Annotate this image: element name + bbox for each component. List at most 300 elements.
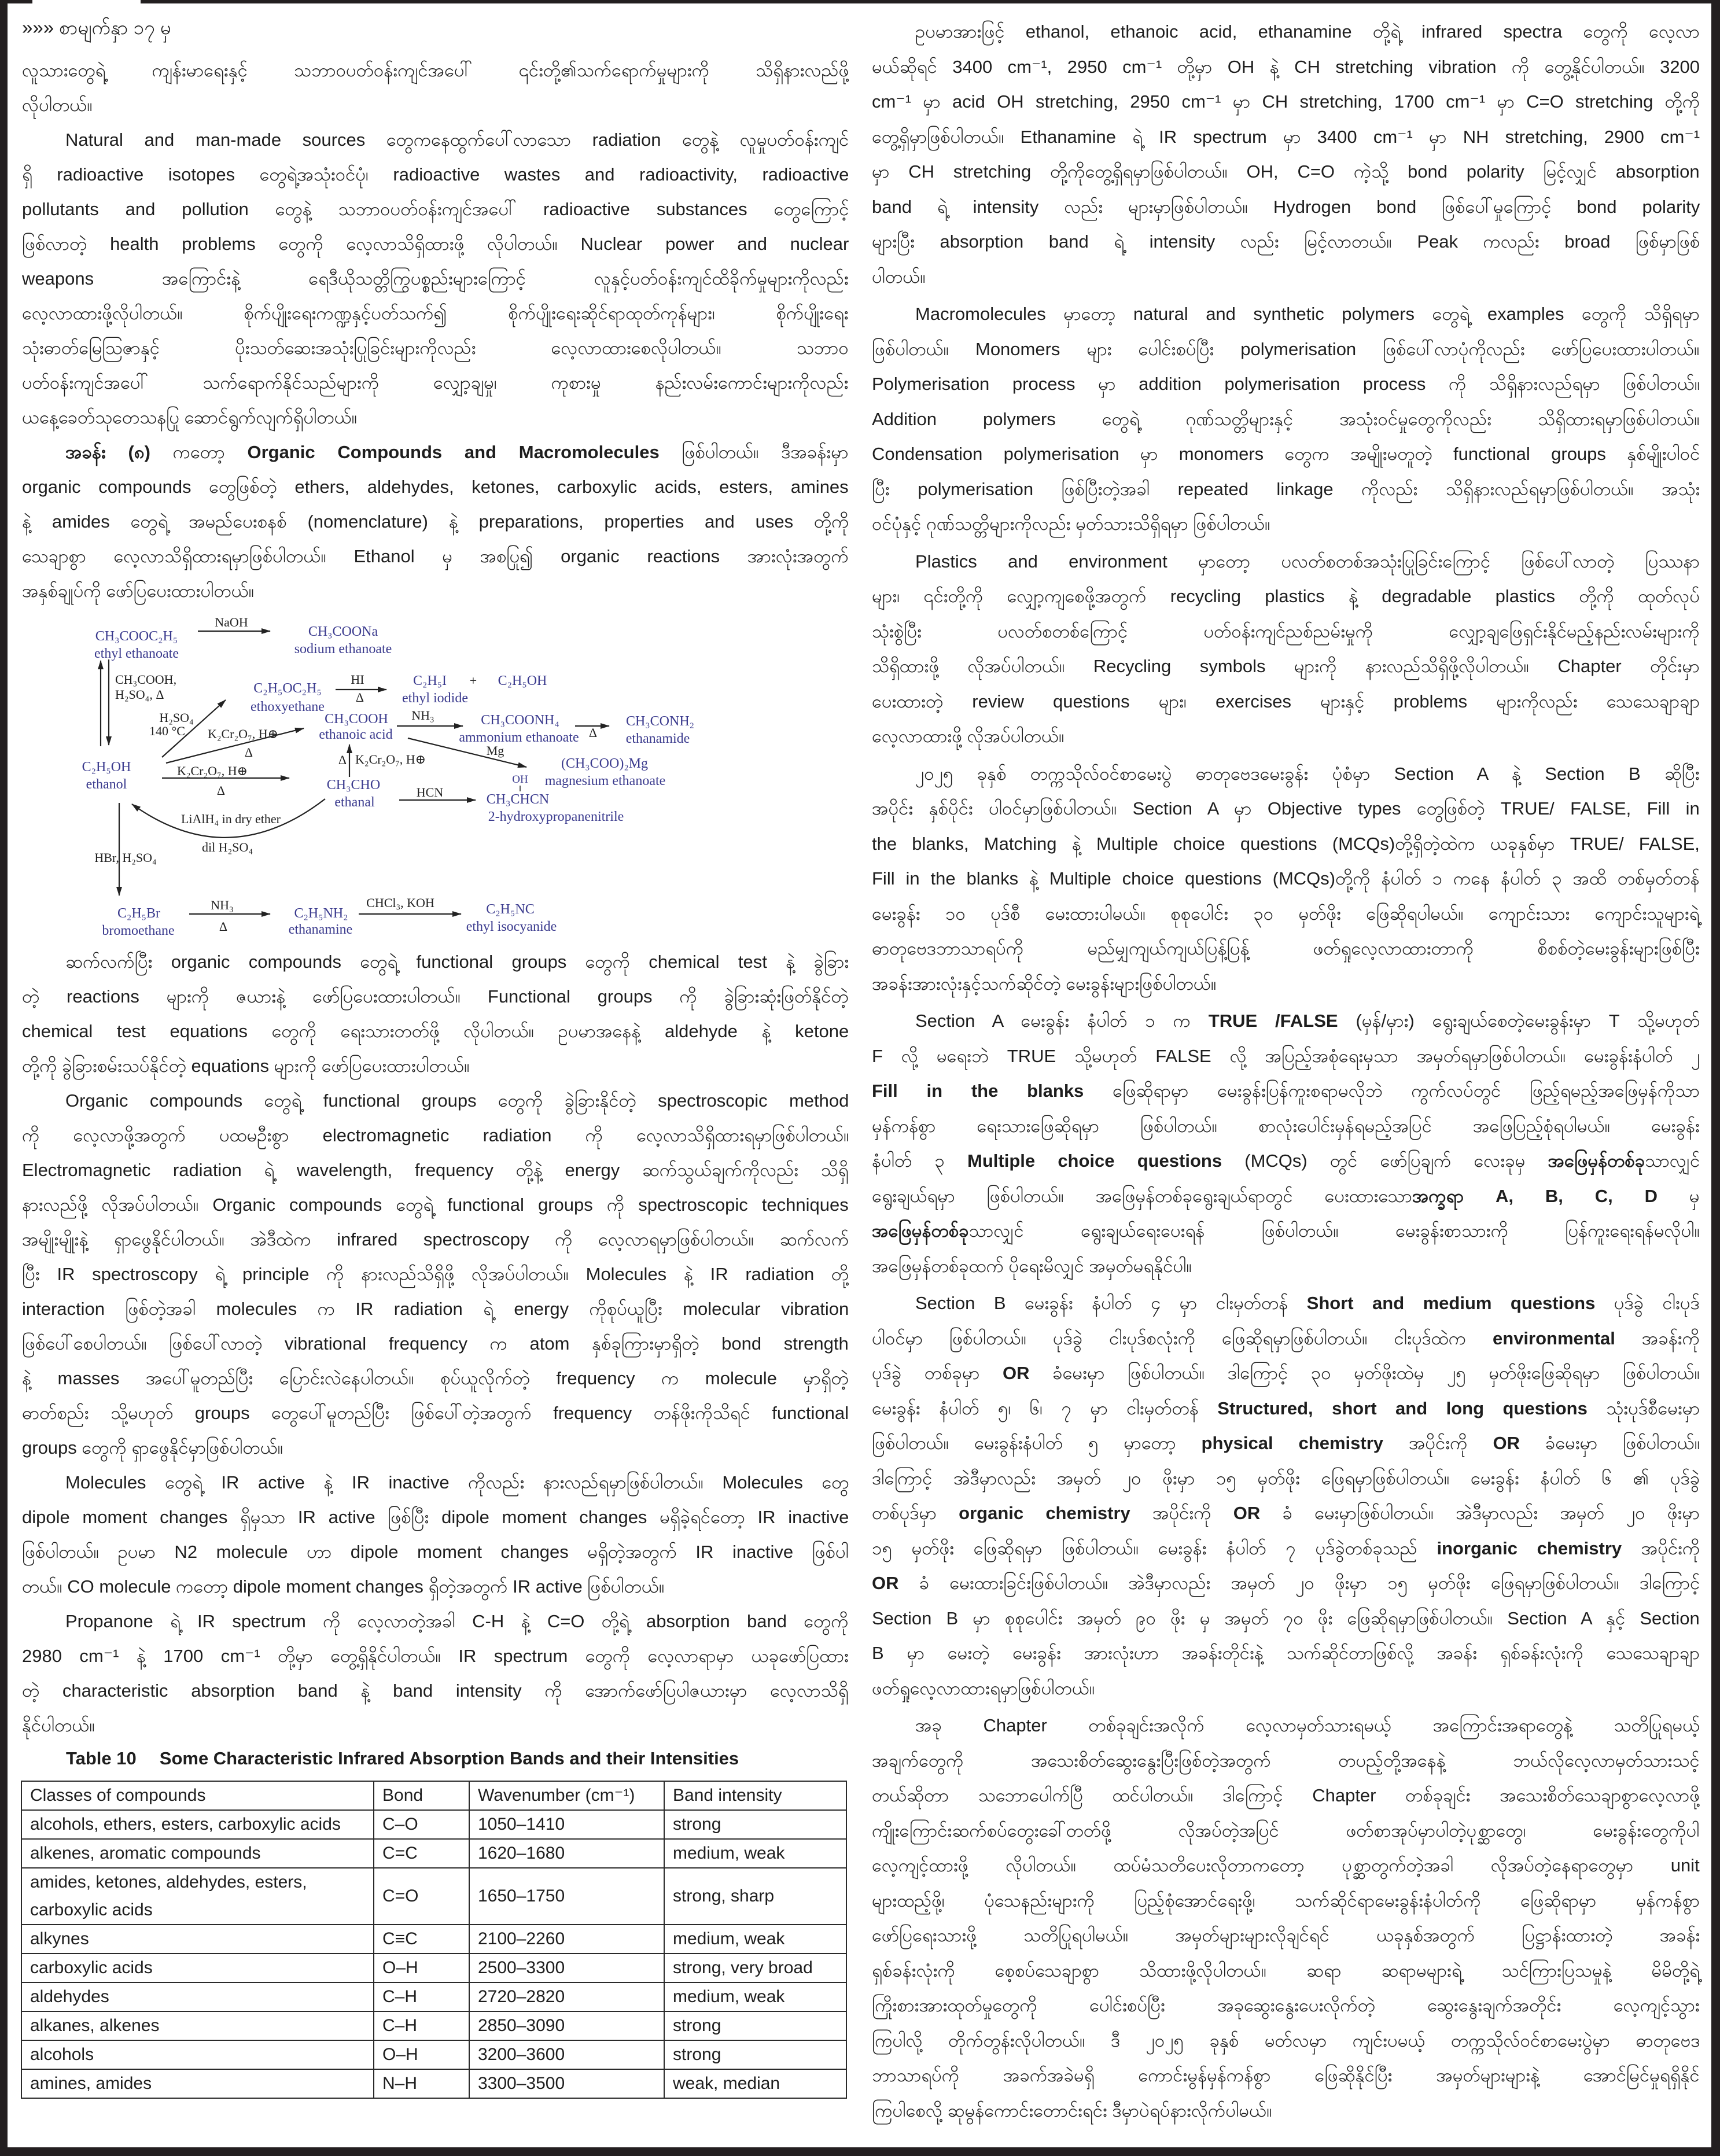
text-line	[22, 1257, 849, 1292]
text-line	[872, 2024, 1700, 2059]
paragraph	[22, 435, 849, 609]
text-line	[22, 504, 849, 539]
line-text	[872, 1391, 1700, 1427]
text-line	[872, 1144, 1700, 1179]
line-text: မေးခွန်း ၁၀ ပုဒ်စီ မေးထားပါမယ်။ စုစုပေါင်း ၃၀ မှတ်ဖိုး ဖြေဆိုရပါမယ်။ ကျောင်းသား ကျောင်းသူများရဲ့	[872, 903, 1700, 924]
text-line	[872, 472, 1700, 507]
line-text	[872, 1321, 1700, 1357]
bold-text: Structured, short and long questions	[1217, 1398, 1588, 1418]
text-line	[22, 1188, 849, 1222]
text-line	[872, 154, 1700, 190]
text-run: မှ	[1658, 1185, 1700, 1206]
text-line	[22, 1569, 849, 1604]
text-line	[22, 1326, 849, 1361]
line-text: တဲ့ reactions များကို ဇယားနဲ့ ဖော်ပြပေးထားပါတယ်။ Functional groups ကို ခွဲခြားဆုံးဖြတ်နိုင်တဲ့	[22, 986, 849, 1007]
line-text: လေ့လာထားဖို့ လိုအပ်ပါတယ်။	[872, 726, 1065, 746]
text-run: သုံးပုဒ်စီမေးမှာ	[1587, 1398, 1700, 1418]
line-text: မှာ CH stretching တို့ကိုတွေ့ရှိရမှာဖြစ်ပါတယ်။ OH, C=O ကဲ့သို့ bond polarity မြင့်လျှင် absorption	[872, 161, 1700, 182]
line-text: B မှာ မေးတဲ့ မေးခွန်း အားလုံးဟာ အခန်းတိုင်းနဲ့ သက်ဆိုင်တာဖြစ်လို့ အခန်း ရှစ်ခန်းလုံးကို သေသေချာချာ	[872, 1643, 1700, 1663]
text-line	[22, 1292, 849, 1326]
text-line	[22, 1604, 849, 1639]
line-text: နဲ့ amides တွေရဲ့ အမည်ပေးစနစ် (nomenclature) နဲ့ preparations, properties and uses တို့ကို	[22, 511, 849, 532]
plus-sign: +	[469, 673, 477, 688]
bold-text: OR	[1493, 1433, 1520, 1453]
text-line	[22, 192, 849, 227]
reagent-label: Mg	[486, 743, 504, 758]
line-text: groups တွေကို ရှာဖွေနိုင်မှာဖြစ်ပါတယ်။	[22, 1438, 283, 1458]
text-line	[872, 1356, 1700, 1391]
text-line	[22, 53, 849, 88]
table-row	[21, 1839, 846, 1868]
line-text: chemical test equations တွေကို ရေးသားတတ်ဖို့ လိုပါတယ်။ ဥပမာအနေနဲ့ aldehyde နဲ့ ketone	[22, 1021, 849, 1041]
text-line	[22, 1674, 849, 1708]
compound-name: ethyl isocyanide	[466, 919, 557, 934]
paragraph	[22, 1604, 849, 1743]
text-line	[872, 931, 1700, 967]
cell-band-intensity: medium, weak	[664, 1982, 846, 2011]
line-text: Polymerisation process မှာ addition polymerisation process ကို သိရှိနားလည်ရမှာ ဖြစ်ပါတယ်။	[872, 374, 1700, 394]
text-line	[22, 366, 849, 400]
table-row	[21, 2040, 846, 2069]
text-line	[872, 1496, 1700, 1531]
line-text: ပါတယ်။	[872, 266, 926, 287]
text-line	[872, 719, 1700, 754]
line-text: ဓာတ်စည်း သို့မဟုတ် groups တွေပေါ်မူတည်ပြီး ဖြစ်ပေါ်တဲ့အတွက် frequency တန်ဖိုးကိုသိရင် functional	[22, 1403, 849, 1423]
line-text: တို့ကို ခွဲခြားစမ်းသပ်နိုင်တဲ့ equations များကို ဖော်ပြပေးထားပါတယ်။	[22, 1056, 470, 1076]
line-text: ဝင်ပုံနှင့် ဂုဏ်သတ္တိများကိုလည်း မှတ်သားသိရှိရမှာ ဖြစ်ပါတယ်။	[872, 514, 1270, 534]
bold-text: Multiple choice questions	[967, 1151, 1222, 1171]
line-text	[872, 1144, 1700, 1179]
line-text: လူသားတွေရဲ့ ကျန်းမာရေးနှင့် သဘာဝပတ်ဝန်းကျင်အပေါ် ၎င်းတို့၏သက်ရောက်မှုများကို သိရှိနားလည်ဖို့	[22, 60, 849, 80]
frame-left-border	[0, 0, 8, 2156]
line-text: pollutants and pollution တွေနဲ့ သဘာဝပတ်ဝန်းကျင်အပေါ် radioactive substances တွေကြောင့်	[22, 199, 849, 219]
text-line	[872, 260, 1700, 295]
compound-formula: CH₃CHO	[326, 777, 381, 793]
table-row	[21, 1954, 846, 1982]
line-text: အနှစ်ချုပ်ကို ဖော်ပြပေးထားပါတယ်။	[22, 581, 255, 601]
cell-bond: N–H	[374, 2069, 469, 2098]
cell-wavenumber: 2850–3090	[469, 2011, 664, 2040]
line-text: Macromolecules မှာတော့ natural and synthetic polymers တွေရဲ့ examples တွေကို သိရှိရမှာ	[915, 304, 1700, 324]
text-run: မေးခွန်း နံပါတ် ၅၊ ၆၊ ၇ မှာ ငါးမှတ်တန်	[872, 1398, 1218, 1418]
bold-text: အက္ခရာ A, B, C, D	[1412, 1185, 1658, 1206]
text-line	[22, 945, 849, 979]
cell-wavenumber: 2720–2820	[469, 1982, 664, 2011]
text-line	[872, 649, 1700, 684]
text-line	[872, 1391, 1700, 1427]
cell-bond: O–H	[374, 1954, 469, 1982]
text-line	[872, 579, 1700, 614]
reagent-label: Δ	[244, 745, 253, 760]
paragraph	[22, 1465, 849, 1604]
compound-formula: C₂H₅OH	[498, 673, 547, 688]
bold-text: TRUE /FALSE	[1208, 1011, 1338, 1031]
text-run: Section B မေးခွန်း နံပါတ် ၄ မှာ ငါးမှတ်တန်	[915, 1293, 1307, 1313]
compound-name: 2-hydroxypropanenitrile	[488, 809, 624, 824]
paragraph	[22, 123, 849, 435]
text-line	[872, 614, 1700, 650]
left-intro-paragraphs	[22, 53, 849, 609]
line-text: Electromagnetic radiation ရဲ့ wavelength, frequency တို့နဲ့ energy ဆက်သွယ်ချက်ကိုလည်း သိရှိ	[22, 1160, 849, 1180]
text-run: ဖြစ်ပါတယ်။ ဒီအခန်းမှာ	[659, 442, 849, 462]
line-text: နားလည်ဖို့ လိုအပ်ပါတယ်။ Organic compounds တွေရဲ့ functional groups ကို spectroscopic techniques	[22, 1195, 849, 1215]
text-line	[872, 757, 1700, 792]
compound-name: ethanoic acid	[319, 727, 393, 742]
reagent-label: H₂SO₄	[159, 710, 194, 725]
text-line	[872, 1004, 1700, 1039]
line-text: Molecules တွေရဲ့ IR active နဲ့ IR inactive ကိုလည်း နားလည်ရမှာဖြစ်ပါတယ်။ Molecules တွေ	[65, 1472, 849, 1492]
compound-name: ethanol	[86, 777, 127, 792]
line-text: တယ်ဆိုတာ သဘောပေါက်ပြီ ထင်ပါတယ်။ ဒါကြောင့် Chapter တစ်ခုချင်း အသေးစိတ်သေချာစွာလေ့လာဖို့	[872, 1785, 1700, 1805]
compound-name: ethyl ethanoate	[94, 646, 179, 661]
compound-formula: C₂H₅Br	[117, 906, 161, 921]
text-line	[872, 1988, 1700, 2024]
line-text: လေ့လာထားဖို့လိုပါတယ်။ စိုက်ပျိုးရေးကဏ္ဍနှင့်ပတ်သက်၍ စိုက်ပျိုးရေးဆိုင်ရာထုတ်ကုန်များ၊ စိုက်ပျိုးရေး	[22, 303, 849, 323]
line-text: တဲ့ characteristic absorption band နဲ့ band intensity ကို အောက်ဖော်ပြပါဇယားမှာ လေ့လာသိရှိ	[22, 1680, 849, 1701]
compound-formula: C₂H₅OC₂H₅	[253, 681, 322, 696]
text-run: ခံမေးမှာ ဖြစ်ပါတယ်။ ဒါကြောင့် ၃၀ မှတ်ဖိုးထဲမှ ၂၅ မှတ်ဖိုးဖြေဆိုရမှာ ဖြစ်ပါတယ်။	[1029, 1363, 1700, 1383]
text-line	[872, 190, 1700, 225]
line-text: ဖတ်ရှုလေ့လာထားရမှာဖြစ်ပါတယ်။	[872, 1678, 1095, 1698]
line-text: မယ်ဆိုရင် 3400 cm⁻¹, 2950 cm⁻¹ တို့မှာ OH နဲ့ CH stretching vibration ကို တွေ့နိုင်ပါတယ်။ 3200	[872, 56, 1700, 77]
line-text: အခု Chapter တစ်ခုချင်းအလိုက် လေ့လာမှတ်သားရမယ့် အကြောင်းအရာတွေနဲ့ သတိပြုရမယ့်	[915, 1715, 1700, 1735]
line-text: ဓာတုဗေဒဘာသာရပ်ကို မည်မျှကျယ်ကျယ်ပြန့်ပြန့် ဖတ်ရှုလေ့လာထားတာကို စိစစ်တဲ့မေးခွန်းများဖြစ်ပြီး	[872, 938, 1700, 959]
bold-text: environmental	[1493, 1328, 1615, 1348]
text-line	[872, 1778, 1700, 1814]
table-body	[21, 1810, 846, 2098]
compound-formula: C₂H₅I	[412, 673, 447, 688]
cell-bond: O–H	[374, 2040, 469, 2069]
text-line	[22, 1153, 849, 1188]
line-text: cm⁻¹ မှာ acid OH stretching, 2950 cm⁻¹ မှာ CH stretching, 1700 cm⁻¹ မှာ C=O stretching တို့ကို	[872, 91, 1700, 112]
cell-band-intensity: strong, sharp	[664, 1868, 846, 1925]
text-line	[872, 14, 1700, 50]
line-text: Fill in the blanks နဲ့ Multiple choice questions (MCQs)တို့ကို နံပါတ် ၁ ကနေ နံပါတ် ၃ အထိ တစ်မှတ်တန်	[872, 868, 1700, 889]
bold-text: Fill in the blanks	[872, 1081, 1084, 1101]
line-text: မှန်ကန်စွာ ရေးသားဖြေဆိုရမှာ ဖြစ်ပါတယ်။ စာလုံးပေါင်းမှန်ရမည့်အပြင် အဖြေပြည့်စုံရပါမယ်။ မေးခွန်း	[872, 1115, 1700, 1136]
text-line	[22, 1118, 849, 1153]
compound-formula: CH₃COOH	[325, 712, 388, 727]
line-text: Propanone ရဲ့ IR spectrum ကို လေ့လာတဲ့အခါ C-H နဲ့ C=O တို့ရဲ့ absorption band တွေကို	[65, 1611, 849, 1631]
text-line	[872, 1814, 1700, 1849]
paragraph	[22, 1083, 849, 1465]
cell-wavenumber: 1620–1680	[469, 1839, 664, 1868]
cell-wavenumber: 3200–3600	[469, 2040, 664, 2069]
text-line	[22, 157, 849, 192]
cell-bond: C=O	[374, 1868, 469, 1925]
compound-formula: CH₃COONH₄	[481, 713, 559, 728]
line-text: တယ်။ CO molecule ကတော့ dipole moment changes ရှိတဲ့အတွက် IR active ဖြစ်ပါတယ်။	[22, 1576, 665, 1597]
reagent-label: H₂SO₄, Δ	[115, 687, 164, 702]
line-text: လိုပါတယ်။	[22, 95, 93, 115]
frame-top-bar	[141, 0, 1720, 3]
line-text: ဖြစ်ပါတယ်။ Monomers များ ပေါင်းစပ်ပြီး polymerisation ဖြစ်ပေါ်လာပုံကိုလည်း ဖော်ပြပေးထားပါတယ်။	[872, 338, 1700, 359]
text-line	[872, 1531, 1700, 1567]
text-line	[872, 1321, 1700, 1357]
reagent-label: CH₃COOH,	[115, 672, 177, 687]
paragraph	[22, 945, 849, 1083]
paragraph	[872, 544, 1700, 754]
compound-substituent: OH	[512, 773, 528, 786]
cell-band-intensity: strong	[664, 1810, 846, 1839]
line-text: ကြပါလို့ တိုက်တွန်းလိုပါတယ်။ ဒီ ၂၀၂၅ ခုနှစ် မတ်လမှာ ကျင်းပမယ့် တက္ကသိုလ်ဝင်စာမေးပွဲမှာ ဓာတုဗေဒ	[872, 2030, 1700, 2051]
text-line	[872, 967, 1700, 1002]
reagent-label: CHCl₃, KOH	[366, 895, 434, 910]
paragraph	[872, 1286, 1700, 1706]
cell-bond: C–H	[374, 2011, 469, 2040]
line-text: ယနေ့ခေတ်သုတေသနပြု ဆောင်ရွက်လျက်ရှိပါတယ်။	[22, 407, 358, 427]
text-line	[22, 539, 849, 574]
compounds	[82, 624, 694, 938]
line-text: ဖြစ်ပေါ်စေပါတယ်။ ဖြစ်ပေါ်လာတဲ့ vibrational frequency က atom နှစ်ခုကြားမှာရှိတဲ့ bond strength	[22, 1333, 849, 1354]
line-text: weapons အကြောင်းနဲ့ ရေဒီယိုသတ္တိကြွပစ္စည်းများကြောင့် လူနှင့်ပတ်ဝန်းကျင်ထိခိုက်မှုများကိုလည်း	[22, 268, 849, 289]
text-line	[872, 1636, 1700, 1671]
line-text: ဘာသာရပ်ကို အခက်အခဲမရှိ ကောင်းမွန်မှန်ကန်စွာ ဖြေဆိုနိုင်ပြီး အမှတ်များများနဲ့ အောင်မြင်မှုရရှိနိုင်	[872, 2065, 1700, 2085]
line-text: ပြီး polymerisation ဖြစ်ပြီးတဲ့အခါ repeated linkage ကိုလည်း သိရှိနားလည်ရမှာဖြစ်ပါတယ်။ အသုံး	[872, 478, 1700, 499]
compound-name: sodium ethanoate	[294, 642, 392, 657]
text-line	[872, 1744, 1700, 1779]
cell-wavenumber: 3300–3500	[469, 2069, 664, 2098]
text-line	[22, 574, 849, 609]
line-text: ရှစ်ခန်းလုံးကို စေ့စပ်သေချာစွာ သိထားဖို့လိုပါတယ်။ ဆရာ ဆရာမများရဲ့ သင်ကြားပြသမှုနဲ့ မိမိတို့ရဲ့	[872, 1960, 1700, 1981]
reagent-label: Δ	[338, 753, 347, 767]
bold-text: physical chemistry	[1201, 1433, 1384, 1453]
text-line	[872, 897, 1700, 932]
line-text: အပိုင်း နှစ်ပိုင်း ပါဝင်မှာဖြစ်ပါတယ်။ Section A မှာ Objective types တွေဖြစ်တဲ့ TRUE/ FALSE, Fill in	[872, 798, 1700, 819]
line-text	[872, 1496, 1700, 1531]
text-line	[872, 332, 1700, 367]
text-line	[872, 2058, 1700, 2094]
line-text: အခန်းအားလုံးနှင့်သက်ဆိုင်တဲ့ မေးခွန်းများဖြစ်ပါတယ်။	[872, 973, 1217, 994]
compound-formula: (CH₃COO)₂Mg	[561, 756, 649, 771]
text-line	[872, 1601, 1700, 1637]
cell-wavenumber: 2100–2260	[469, 1925, 664, 1954]
line-text: ကို လေ့လာဖို့အတွက် ပထမဦးစွာ electromagnetic radiation ကို လေ့လာသိရှိထားရမှာဖြစ်ပါတယ်။	[22, 1125, 849, 1145]
line-text	[872, 1566, 1700, 1601]
text-line	[872, 1249, 1700, 1284]
reagent-label: K₂Cr₂O₇, H⊕	[355, 752, 426, 766]
text-run: တစ်ပုဒ်မှာ	[872, 1503, 959, 1523]
text-run: အပိုင်းကို	[1383, 1433, 1493, 1453]
text-line	[872, 1109, 1700, 1144]
cell-bond: C=C	[374, 1839, 469, 1868]
reagent-label: K₂Cr₂O₇, H⊕	[176, 764, 248, 778]
line-text: ပတ်ဝန်းကျင်အပေါ် သက်ရောက်နိုင်သည်များကို လျှော့ချမှု၊ ကုစားမှု နည်းလမ်းကောင်းများကိုလည်း	[22, 373, 849, 393]
line-text	[872, 1426, 1700, 1461]
text-run: နံပါတ် ၃	[872, 1151, 968, 1171]
table-row	[21, 2011, 846, 2040]
cell-band-intensity: strong	[664, 2011, 846, 2040]
bold-text: inorganic chemistry	[1437, 1538, 1622, 1558]
reagent-label: Δ	[219, 919, 228, 934]
text-line	[22, 1396, 849, 1431]
cell-wavenumber: 2500–3300	[469, 1954, 664, 1982]
cell-compound-class: amides, ketones, aldehydes, esters, carboxylic acids	[21, 1868, 374, 1925]
reagent-label: NH₃	[411, 708, 434, 723]
text-run: ကတော့	[150, 442, 248, 462]
line-text: များထည့်ဖို့၊ ပုံသေနည်းများကို ပြည့်စုံအောင်ရေးဖို့၊ သက်ဆိုင်ရာမေးခွန်းနံပါတ်ကို ဖြေဆိုရာမှာ မှန်ကန်စွာ	[872, 1890, 1700, 1911]
line-text: သုံးဓာတ်မြေဩဇာနှင့် ပိုးသတ်ဆေးအသုံးပြုခြင်းများကိုလည်း လေ့လာထားစေလိုပါတယ်။ သဘာဝ	[22, 338, 849, 358]
table-caption	[66, 1741, 739, 1776]
line-text: များ၊ ၎င်းတို့ကို လျှော့ကျစေဖို့အတွက် recycling plastics နဲ့ degradable plastics တို့ကို ထုတ်လုပ်	[872, 586, 1700, 606]
frame-right-border	[1711, 0, 1720, 2156]
line-text: ဖြစ်လာတဲ့ health problems တွေကို လေ့လာသိရှိထားဖို့ လိုပါတယ်။ Nuclear power and nuclear	[22, 234, 849, 254]
line-text: the blanks, Matching နဲ့ Multiple choice questions (MCQs)တို့ရှိတဲ့ထဲက ယခုနှစ်မှာ TRUE/ FALSE,	[872, 833, 1700, 854]
compound-name: ethyl iodide	[402, 691, 468, 706]
line-text: တွေ့ရှိမှာဖြစ်ပါတယ်။ Ethanamine ရဲ့ IR spectrum မှာ 3400 cm⁻¹ မှာ NH stretching, 2900 cm⁻¹	[872, 126, 1700, 147]
compound-name: ethoxyethane	[251, 699, 325, 714]
paragraph	[872, 297, 1700, 542]
reagent-label: 140 °C	[149, 724, 185, 738]
reagent-label: HCN	[416, 785, 444, 799]
bold-text: organic chemistry	[959, 1503, 1130, 1523]
line-text: ရှိ radioactive isotopes တွေရဲ့အသုံးဝင်ပုံ၊ radioactive wastes and radioactivity, radioactive	[22, 164, 849, 185]
text-run: အခန်းကို	[1615, 1328, 1700, 1348]
table-row	[21, 2069, 846, 2098]
line-text	[915, 1004, 1700, 1039]
text-line	[872, 367, 1700, 402]
text-line	[22, 331, 849, 366]
line-text: နိုင်ပါတယ်။	[22, 1715, 95, 1735]
compound-name: bromoethane	[102, 923, 175, 938]
line-text: သုံးစွဲပြီး ပလတ်စတစ်ကြောင့် ပတ်ဝန်းကျင်ညစ်ညမ်းမှုကို လျှော့ချဖြေရှင်းနိုင်မည့်နည်းလမ်းများကို	[872, 621, 1700, 642]
text-line	[872, 1214, 1700, 1249]
bold-text: Organic Compounds and Macromolecules	[247, 442, 660, 462]
line-text: သေချာစွာ လေ့လာသိရှိထားရမှာဖြစ်ပါတယ်။ Ethanol မှ အစပြု၍ organic reactions အားလုံးအတွက်	[22, 546, 849, 566]
text-line	[22, 1639, 849, 1674]
column-header-wavenumber: Wavenumber (cm⁻¹)	[469, 1781, 664, 1810]
text-run: ဖြစ်ပါတယ်။ မေးခွန်းနံပါတ် ၅ မှာတော့	[872, 1433, 1202, 1453]
line-text: ကြပါစေလို့ ဆုမွန်ကောင်းတောင်းရင်း ဒီမှာပဲရပ်နားလိုက်ပါမယ်။	[872, 2100, 1272, 2121]
table-row	[21, 1925, 846, 1954]
cell-compound-class: aldehydes	[21, 1982, 374, 2011]
left-ir-paragraphs	[22, 945, 849, 1743]
text-line	[872, 1074, 1700, 1109]
compound-formula: C₂H₅NH₂	[294, 906, 348, 921]
text-line	[22, 88, 849, 123]
text-line	[872, 120, 1700, 155]
text-line	[872, 1461, 1700, 1497]
line-text	[872, 1214, 1700, 1249]
frame-bottom-bar	[0, 2147, 1720, 2156]
table-caption-label: Table 10	[66, 1748, 137, 1768]
line-text: Section B မှာ စုစုပေါင်း အမှတ် ၉၀ ဖိုး မှ အမှတ် ၇၀ ဖိုး ဖြေဆိုရမှာဖြစ်ပါတယ်။ Section A နှင့် Section	[872, 1608, 1700, 1628]
text-line	[22, 1014, 849, 1049]
line-text	[872, 1531, 1700, 1567]
reagent-label: NaOH	[215, 615, 248, 629]
organic-reactions-diagram	[0, 609, 856, 945]
text-line	[872, 297, 1700, 332]
text-line	[872, 50, 1700, 85]
line-text: သိရှိထားဖို့ လိုအပ်ပါတယ်။ Recycling symbols များကို နားလည်သိရှိဖို့လိုပါတယ်။ Chapter တိုင်းမှာ	[872, 656, 1700, 676]
text-line	[872, 1426, 1700, 1461]
text-line	[872, 507, 1700, 542]
line-text: ဖြစ်ပါတယ်။ ဥပမာ N2 molecule ဟာ dipole moment changes မရှိတဲ့အတွက် IR inactive ဖြစ်ပါ	[22, 1542, 849, 1562]
line-text: ဒါကြောင့် အဲဒီမှာလည်း အမှတ် ၂၀ ဖိုးမှာ ၁၅ မှတ်ဖိုး ဖြေရမှာဖြစ်ပါတယ်။ မေးခွန်း နံပါတ် ၆ ၏ ပုဒ်ခွဲ	[872, 1468, 1700, 1488]
line-text: အချက်တွေကို အသေးစိတ်ဆွေးနွေးပြီးဖြစ်တဲ့အတွက် တပည့်တို့အနေနဲ့ ဘယ်လိုလေ့လာမှတ်သားသင့်	[872, 1750, 1700, 1771]
cell-bond: C–H	[374, 1982, 469, 2011]
line-text: organic compounds တွေဖြစ်တဲ့ ethers, aldehydes, ketones, carboxylic acids, esters, amines	[22, 477, 849, 497]
line-text: လေ့ကျင့်ထားဖို့ လိုပါတယ်။ ထပ်မံသတိပေးလိုတာကတော့ ပုစ္ဆာတွက်တဲ့အခါ လိုအပ်တဲ့နေရာတွေမှာ unit	[872, 1855, 1700, 1875]
text-line	[872, 791, 1700, 827]
line-text: interaction ဖြစ်တဲ့အခါ molecules က IR radiation ရဲ့ energy ကိုစုပ်ယူပြီး molecular vibration	[22, 1299, 849, 1319]
cell-band-intensity: medium, weak	[664, 1839, 846, 1868]
text-line	[872, 1039, 1700, 1074]
reagent-label: K₂Cr₂O₇, H⊕	[207, 727, 279, 741]
text-line	[22, 1361, 849, 1396]
text-line	[22, 1049, 849, 1083]
reagent-label: Δ	[216, 783, 226, 798]
line-text: ဖော်ပြရေးသားဖို့ သတိပြုရပါမယ်။ အမှတ်များများလိုချင်ရင် ယခုနှစ်အတွက် ပြဋ္ဌာန်းထားတဲ့ အခန်း	[872, 1925, 1700, 1945]
text-line	[872, 827, 1700, 862]
cell-compound-class: amines, amides	[21, 2069, 374, 2098]
compound-formula: CH₃COONa	[308, 624, 378, 639]
line-text	[872, 1179, 1700, 1214]
text-line	[872, 2094, 1700, 2129]
text-run: အပိုင်းကို	[1622, 1538, 1700, 1558]
reagent-label: Δ	[588, 725, 598, 740]
line-text: ပြီး IR spectroscopy ရဲ့ principle ကို နားလည်သိရှိဖို့ လိုအပ်ပါတယ်။ Molecules နဲ့ IR radiation တို့	[22, 1264, 849, 1284]
bold-text: OR	[872, 1573, 899, 1593]
text-line	[872, 1179, 1700, 1214]
cell-wavenumber: 1650–1750	[469, 1868, 664, 1925]
column-header-bond: Bond	[374, 1781, 469, 1810]
compound-name: ethanal	[334, 795, 375, 810]
text-run: ပုဒ်ခွဲ တစ်ခုမှာ	[872, 1363, 1003, 1383]
line-text: F လို့ မရေးဘဲ TRUE သို့မဟုတ် FALSE လို့ အပြည့်အစုံရေးမှသာ အမှတ်ရမှာဖြစ်ပါတယ်။ မေးခွန်းနံပါတ် ၂	[872, 1045, 1700, 1066]
reagent-label: dil H₂SO₄	[201, 840, 253, 854]
text-run: ဖြေဆိုရာမှာ မေးခွန်းပြန်ကူးစရာမလိုဘဲ ကွက်လပ်တွင် ဖြည့်ရမည့်အဖြေမှန်ကိုသာ	[1084, 1081, 1700, 1101]
bold-text: အဖြေမှန်တစ်ခု	[1548, 1151, 1645, 1171]
reagent-label: LiAlH₄ in dry ether	[181, 812, 281, 826]
compound-name: ammonium ethanoate	[459, 730, 579, 745]
line-text: dipole moment changes ရှိမှသာ IR active ဖြစ်ပြီး dipole moment changes မရှိခဲ့ရင်တော့ IR inactive	[22, 1507, 849, 1527]
text-line	[872, 1848, 1700, 1884]
cell-compound-class: alkynes	[21, 1925, 374, 1954]
bold-text: Short and medium questions	[1306, 1293, 1596, 1313]
table-row	[21, 1810, 846, 1839]
text-line	[872, 437, 1700, 472]
cell-compound-class: alcohols	[21, 2040, 374, 2069]
text-line	[22, 227, 849, 261]
reagent-label: HI	[351, 672, 364, 687]
line-text: ပေးထားတဲ့ review questions များ၊ exercises များနှင့် problems များကိုလည်း သေသေချာချာ	[872, 691, 1700, 712]
text-line	[872, 1708, 1700, 1744]
text-line	[872, 402, 1700, 437]
line-text	[915, 1286, 1700, 1321]
text-run: ပါဝင်မှာ ဖြစ်ပါတယ်။ ပုဒ်ခွဲ ငါးပုဒ်စလုံးကို ဖြေဆိုရမှာဖြစ်ပါတယ်။ ငါးပုဒ်ထဲက	[872, 1328, 1493, 1348]
continued-from-page-label: »»» စာမျက်နှာ ၁၇ မှ	[22, 17, 171, 38]
table-row	[21, 1868, 846, 1925]
text-line	[872, 1286, 1700, 1321]
cell-band-intensity: medium, weak	[664, 1925, 846, 1954]
compound-name: ethanamine	[288, 922, 353, 937]
compound-name: ethanamide	[625, 731, 690, 746]
line-text: 2980 cm⁻¹ နဲ့ 1700 cm⁻¹ တို့မှာ တွေ့ရှိနိုင်ပါတယ်။ IR spectrum တွေကို လေ့လာရာမှာ ယခုဖော်ပြထား	[22, 1646, 849, 1666]
line-text: band ရဲ့ intensity လည်း များမှာဖြစ်ပါတယ်။ Hydrogen bond ဖြစ်ပေါ်မှုကြောင့် bond polarity	[872, 196, 1700, 217]
compound-formula: CH₃COOC₂H₅	[95, 629, 178, 644]
text-line	[22, 296, 849, 331]
compound-formula: CH₃CONH₂	[625, 714, 695, 729]
reagent-label: NH₃	[211, 898, 234, 912]
paragraph	[872, 14, 1700, 294]
table-row	[21, 1982, 846, 2011]
text-line	[872, 1671, 1700, 1707]
text-run: အပိုင်းကို	[1130, 1503, 1233, 1523]
cell-compound-class: alkanes, alkenes	[21, 2011, 374, 2040]
line-text: ကြိုးစားအားထုတ်မှုတွေကို ပေါင်းစပ်ပြီး အခုဆွေးနွေးပေးလိုက်တဲ့ ဆွေးနွေးချက်အတိုင်း လေ့ကျင့်သွား	[872, 1995, 1700, 2015]
text-run: ရွေးချယ်ရမှာ ဖြစ်ပါတယ်။ အဖြေမှန်တစ်ခုရွေးချယ်ရာတွင် ပေးထားသော	[872, 1185, 1412, 1206]
